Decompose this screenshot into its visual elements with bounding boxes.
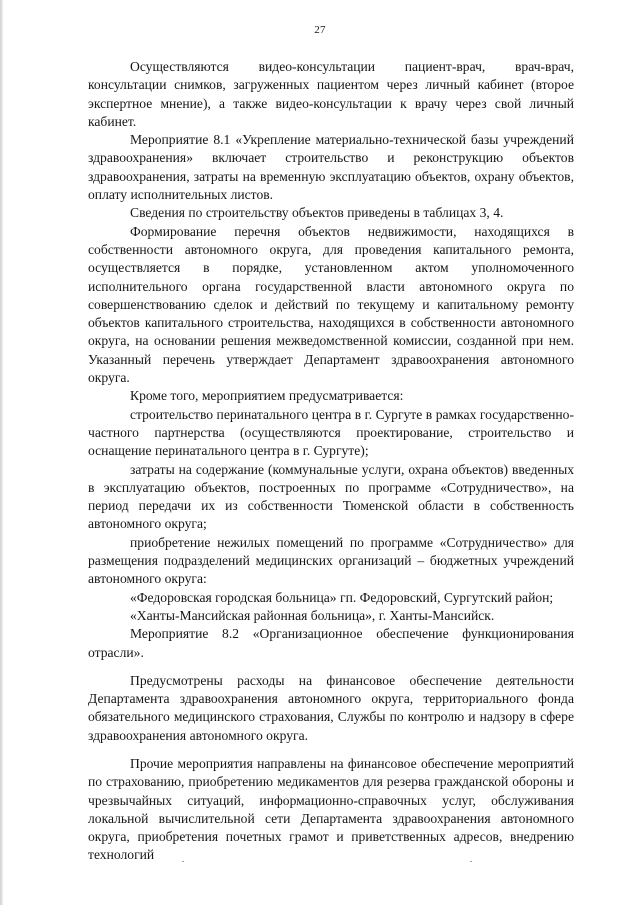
- paragraph-other-measures: Прочие мероприятия направлены на финансовое обеспечение мероприятий по страхованию, приобретению медикаментов для резерва гражданской обороны и чрезвычайных ситуаций, информационно-справочных услуг, обслуживания локальной вычислительной сети Департамента здравоохранения автономного округа, приобретения почетных грамот и приветственных адресов, внедрению технологий: [88, 755, 574, 863]
- scan-speck: [182, 861, 184, 862]
- scan-speck: [470, 861, 472, 862]
- paragraph-video-consultations: Осуществляются видео-консультации пациент-врач, врач-врач, консультации снимков, загруженных пациентом через личный кабинет (второе экспертное мнение), а также видео-консультации к врачу через свой личный кабинет.: [88, 59, 574, 129]
- paragraph-maintenance-costs: затраты на содержание (коммунальные услуги, охрана объектов) введенных в эксплуатацию объектов, построенных по программе «Сотрудничество», на период передачи их из собственности Тюменской области в собственность автономного округа;: [88, 461, 574, 532]
- scan-edge: [0, 0, 3, 905]
- document-body: [88, 58, 574, 865]
- paragraph-khanty-mansiysk-hospital: «Ханты-Мансийская районная больница», г. Ханты-Мансийск.: [130, 607, 495, 623]
- paragraph-expenses-provided: Предусмотрены расходы на финансовое обеспечение деятельности Департамента здравоохранения автономного округа, территориального фонда обязательного медицинского страхования, Службы по контролю и надзору в сфере здравоохранения автономного округа.: [88, 672, 574, 743]
- paragraph-construction-tables: Сведения по строительству объектов приведены в таблицах 3, 4.: [130, 205, 504, 221]
- page-number: 27: [314, 24, 326, 36]
- paragraph-premises-purchase: приобретение нежилых помещений по программе «Сотрудничество» для размещения подразделений медицинских организаций – бюджетных учреждений автономного округа:: [88, 534, 574, 587]
- paragraph-fedorovsky-hospital: «Федоровская городская больница» гп. Федоровский, Сургутский район;: [130, 589, 554, 605]
- paragraph-also-provided: Кроме того, мероприятием предусматривается:: [130, 388, 404, 404]
- paragraph-measure-8-1: Мероприятие 8.1 «Укрепление материально-технической базы учреждений здравоохранения» включает строительство и реконструкцию объектов здравоохранения, затраты на временную эксплуатацию объектов, охрану объектов, оплату исполнительных листов.: [88, 132, 574, 203]
- paragraph-perinatal-center: строительство перинатального центра в г. Сургуте в рамках государственно-частного партнерства (осуществляются проектирование, строительство и оснащение перинатального центра в г. Сургуте);: [88, 406, 574, 459]
- paragraph-real-estate-list: Формирование перечня объектов недвижимости, находящихся в собственности автономного округа, для проведения капитального ремонта, осуществляется в порядке, установленном актом уполномоченного исполнительного органа государственной власти автономного округа по совершенствованию сделок и действий по текущему и капитальному ремонту объектов капитального строительства, находящихся в собственности автономного округа, на основании решения межведомственной комиссии, созданной при нем. Указанный перечень утверждает Департамент здравоохранения автономного округа.: [88, 223, 574, 386]
- paragraph-measure-8-2: Мероприятие 8.2 «Организационное обеспечение функционирования отрасли».: [88, 626, 574, 660]
